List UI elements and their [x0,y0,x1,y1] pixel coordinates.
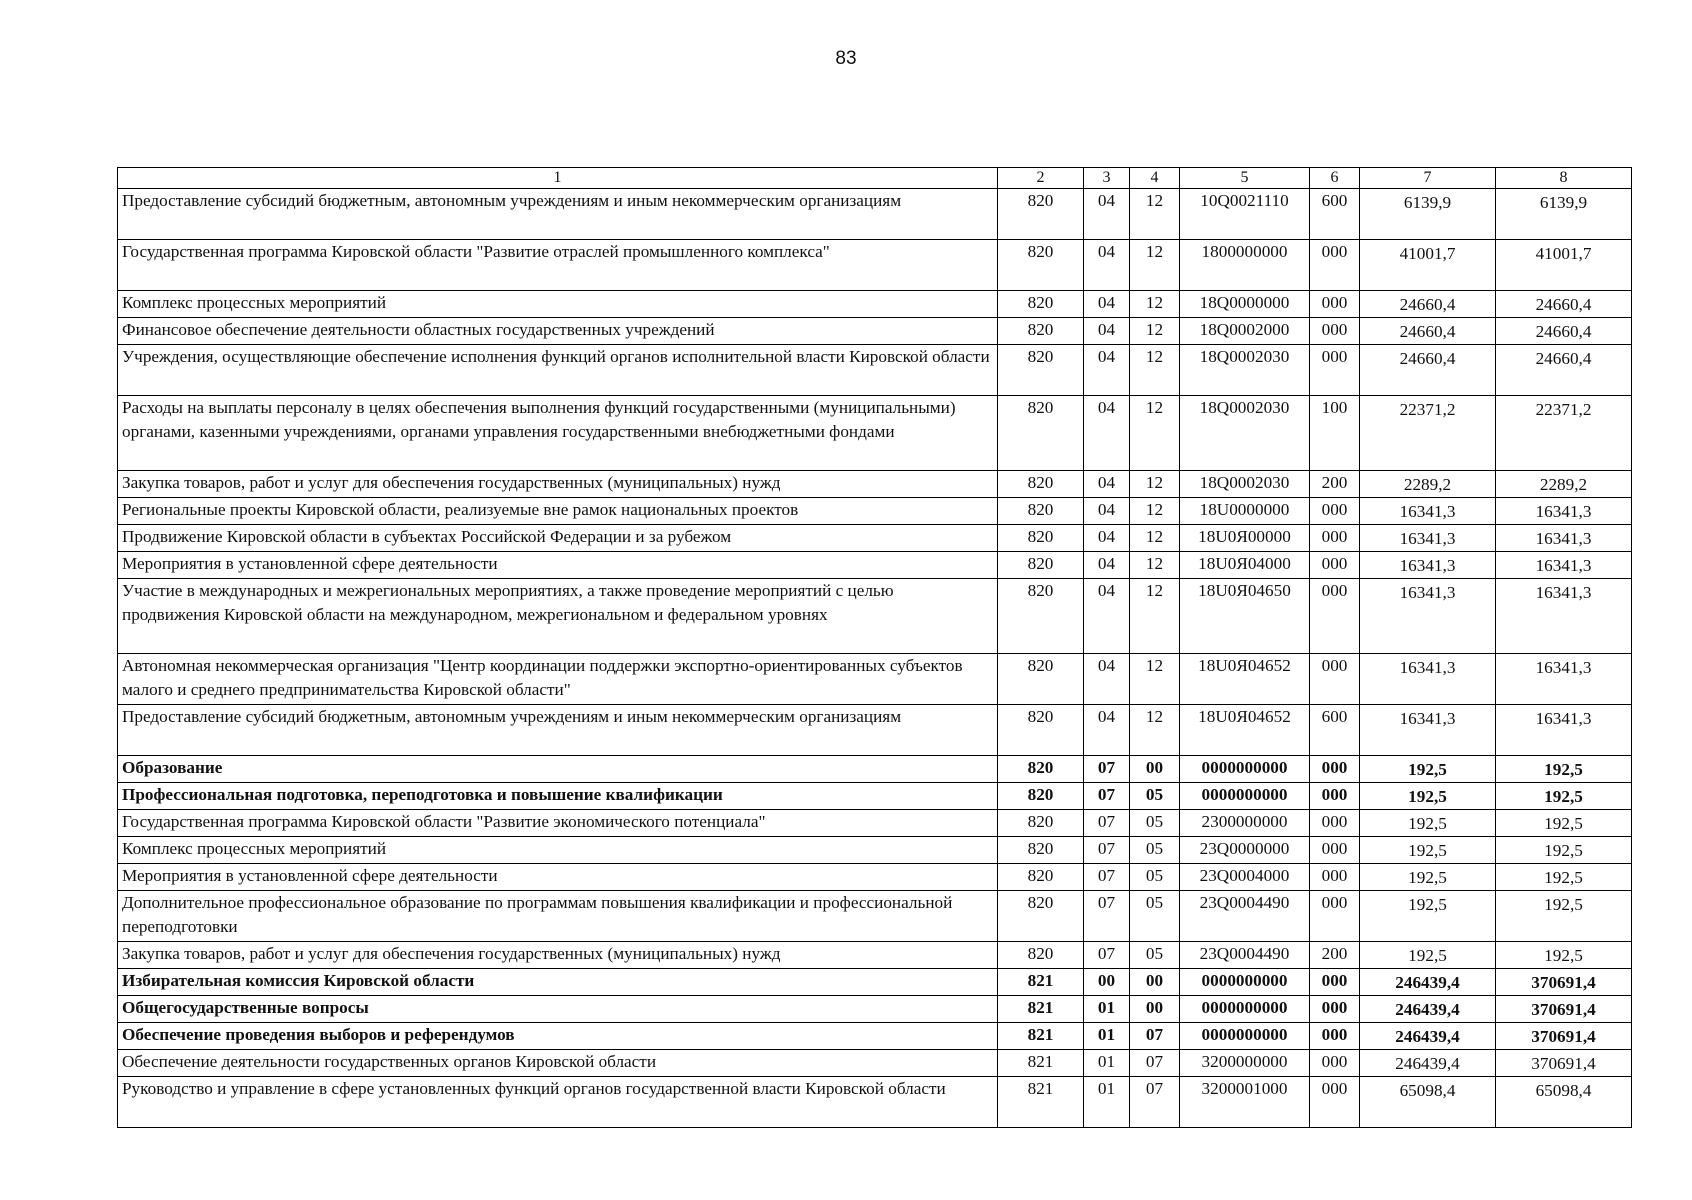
page-number: 83 [835,48,857,69]
value-cell-6: 000 [1310,783,1360,810]
value-cell-8: 192,5 [1496,891,1632,942]
value-cell-4: 12 [1130,396,1180,471]
value-cell-3: 04 [1084,345,1130,396]
value-cell-8: 16341,3 [1496,552,1632,579]
value-cell-2: 820 [998,291,1084,318]
value-cell-5: 0000000000 [1180,969,1310,996]
value-cell-4: 05 [1130,810,1180,837]
table-row [118,783,1632,810]
value-cell-6: 000 [1310,498,1360,525]
value-cell-6: 000 [1310,1050,1360,1077]
value-cell-7: 192,5 [1360,837,1496,864]
value-cell-3: 07 [1084,810,1130,837]
row-name-cell: Дополнительное профессиональное образование по программам повышения квалификации и профессиональной переподготовки [118,891,998,942]
header-cell: 7 [1360,168,1496,189]
value-cell-6: 000 [1310,291,1360,318]
value-cell-5: 3200000000 [1180,1050,1310,1077]
value-cell-2: 820 [998,756,1084,783]
value-cell-5: 18U0Я04652 [1180,654,1310,705]
row-name-cell: Участие в международных и межрегиональных мероприятиях, а также проведение мероприятий с целью продвижения Кировской области на международном, межрегиональном и федеральном уровнях [118,579,998,654]
value-cell-8: 6139,9 [1496,189,1632,240]
row-name-cell: Государственная программа Кировской области "Развитие экономического потенциала" [118,810,998,837]
value-cell-6: 000 [1310,525,1360,552]
value-cell-3: 04 [1084,189,1130,240]
value-cell-6: 000 [1310,654,1360,705]
value-cell-4: 12 [1130,189,1180,240]
value-cell-3: 04 [1084,240,1130,291]
value-cell-5: 18Q0002030 [1180,396,1310,471]
value-cell-6: 000 [1310,756,1360,783]
value-cell-2: 821 [998,996,1084,1023]
table-row [118,996,1632,1023]
value-cell-6: 000 [1310,969,1360,996]
value-cell-5: 18Q0002030 [1180,345,1310,396]
value-cell-7: 16341,3 [1360,498,1496,525]
table-row [118,1077,1632,1128]
value-cell-7: 192,5 [1360,942,1496,969]
value-cell-4: 12 [1130,498,1180,525]
value-cell-6: 000 [1310,891,1360,942]
value-cell-4: 12 [1130,705,1180,756]
value-cell-5: 2300000000 [1180,810,1310,837]
value-cell-8: 2289,2 [1496,471,1632,498]
value-cell-4: 00 [1130,756,1180,783]
value-cell-8: 192,5 [1496,942,1632,969]
value-cell-2: 820 [998,396,1084,471]
value-cell-5: 18U0Я04000 [1180,552,1310,579]
value-cell-8: 370691,4 [1496,969,1632,996]
value-cell-8: 192,5 [1496,783,1632,810]
value-cell-7: 65098,4 [1360,1077,1496,1128]
value-cell-6: 000 [1310,810,1360,837]
value-cell-4: 00 [1130,969,1180,996]
table-row [118,864,1632,891]
value-cell-6: 100 [1310,396,1360,471]
value-cell-3: 04 [1084,318,1130,345]
value-cell-4: 05 [1130,864,1180,891]
value-cell-2: 820 [998,240,1084,291]
value-cell-7: 246439,4 [1360,996,1496,1023]
table-row [118,471,1632,498]
value-cell-4: 12 [1130,552,1180,579]
header-cell: 1 [118,168,998,189]
value-cell-3: 04 [1084,705,1130,756]
table-row [118,705,1632,756]
row-name-cell: Автономная некоммерческая организация "Центр координации поддержки экспортно-ориентированных субъектов малого и среднего предпринимательства Кировской области" [118,654,998,705]
value-cell-2: 820 [998,189,1084,240]
header-cell: 4 [1130,168,1180,189]
value-cell-2: 820 [998,837,1084,864]
value-cell-3: 04 [1084,396,1130,471]
value-cell-8: 16341,3 [1496,525,1632,552]
value-cell-4: 12 [1130,525,1180,552]
row-name-cell: Общегосударственные вопросы [118,996,998,1023]
header-cell: 5 [1180,168,1310,189]
value-cell-2: 821 [998,969,1084,996]
row-name-cell: Финансовое обеспечение деятельности областных государственных учреждений [118,318,998,345]
value-cell-6: 000 [1310,579,1360,654]
value-cell-2: 821 [998,1077,1084,1128]
value-cell-5: 0000000000 [1180,996,1310,1023]
value-cell-4: 07 [1130,1077,1180,1128]
table-row [118,891,1632,942]
value-cell-3: 00 [1084,969,1130,996]
value-cell-4: 12 [1130,318,1180,345]
value-cell-8: 370691,4 [1496,1023,1632,1050]
row-name-cell: Обеспечение деятельности государственных органов Кировской области [118,1050,998,1077]
value-cell-2: 820 [998,942,1084,969]
table-row [118,498,1632,525]
value-cell-8: 24660,4 [1496,345,1632,396]
row-name-cell: Региональные проекты Кировской области, реализуемые вне рамок национальных проектов [118,498,998,525]
header-cell: 2 [998,168,1084,189]
header-row [118,168,1632,189]
table-row [118,525,1632,552]
value-cell-5: 1800000000 [1180,240,1310,291]
table-row [118,579,1632,654]
value-cell-3: 04 [1084,498,1130,525]
table-row [118,396,1632,471]
value-cell-6: 200 [1310,471,1360,498]
value-cell-6: 000 [1310,1023,1360,1050]
table-row [118,345,1632,396]
value-cell-7: 16341,3 [1360,579,1496,654]
value-cell-6: 200 [1310,942,1360,969]
table-row [118,240,1632,291]
value-cell-2: 820 [998,498,1084,525]
value-cell-8: 24660,4 [1496,318,1632,345]
value-cell-2: 820 [998,864,1084,891]
value-cell-4: 05 [1130,783,1180,810]
table-row [118,969,1632,996]
value-cell-7: 16341,3 [1360,705,1496,756]
value-cell-6: 000 [1310,318,1360,345]
value-cell-6: 000 [1310,996,1360,1023]
table-row [118,756,1632,783]
table-row [118,942,1632,969]
row-name-cell: Предоставление субсидий бюджетным, автономным учреждениям и иным некоммерческим организациям [118,189,998,240]
row-name-cell: Учреждения, осуществляющие обеспечение исполнения функций органов исполнительной власти Кировской области [118,345,998,396]
value-cell-5: 3200001000 [1180,1077,1310,1128]
value-cell-7: 22371,2 [1360,396,1496,471]
value-cell-3: 01 [1084,1050,1130,1077]
row-name-cell: Закупка товаров, работ и услуг для обеспечения государственных (муниципальных) нужд [118,942,998,969]
value-cell-4: 05 [1130,942,1180,969]
value-cell-5: 18U0Я00000 [1180,525,1310,552]
value-cell-5: 23Q0004490 [1180,942,1310,969]
row-name-cell: Комплекс процессных мероприятий [118,291,998,318]
value-cell-8: 41001,7 [1496,240,1632,291]
value-cell-4: 12 [1130,471,1180,498]
table-row [118,654,1632,705]
table-row [118,318,1632,345]
value-cell-7: 192,5 [1360,810,1496,837]
value-cell-5: 18U0Я04652 [1180,705,1310,756]
value-cell-5: 23Q0000000 [1180,837,1310,864]
value-cell-7: 192,5 [1360,891,1496,942]
value-cell-6: 600 [1310,189,1360,240]
value-cell-7: 246439,4 [1360,969,1496,996]
value-cell-3: 04 [1084,579,1130,654]
row-name-cell: Образование [118,756,998,783]
value-cell-2: 820 [998,525,1084,552]
value-cell-3: 07 [1084,756,1130,783]
value-cell-7: 192,5 [1360,783,1496,810]
value-cell-8: 370691,4 [1496,996,1632,1023]
value-cell-8: 16341,3 [1496,705,1632,756]
header-cell: 6 [1310,168,1360,189]
value-cell-7: 6139,9 [1360,189,1496,240]
value-cell-4: 07 [1130,1023,1180,1050]
table-row [118,189,1632,240]
value-cell-3: 07 [1084,837,1130,864]
value-cell-4: 12 [1130,345,1180,396]
value-cell-3: 04 [1084,291,1130,318]
table-row [118,1023,1632,1050]
table-row [118,552,1632,579]
row-name-cell: Избирательная комиссия Кировской области [118,969,998,996]
value-cell-5: 10Q0021110 [1180,189,1310,240]
value-cell-2: 820 [998,318,1084,345]
value-cell-4: 05 [1130,891,1180,942]
value-cell-7: 2289,2 [1360,471,1496,498]
value-cell-2: 821 [998,1023,1084,1050]
row-name-cell: Комплекс процессных мероприятий [118,837,998,864]
value-cell-2: 820 [998,654,1084,705]
value-cell-5: 23Q0004000 [1180,864,1310,891]
row-name-cell: Мероприятия в установленной сфере деятельности [118,552,998,579]
value-cell-6: 000 [1310,837,1360,864]
value-cell-4: 12 [1130,240,1180,291]
value-cell-8: 16341,3 [1496,579,1632,654]
header-cell: 3 [1084,168,1130,189]
value-cell-3: 04 [1084,525,1130,552]
value-cell-7: 246439,4 [1360,1050,1496,1077]
value-cell-8: 16341,3 [1496,654,1632,705]
value-cell-2: 820 [998,471,1084,498]
value-cell-4: 05 [1130,837,1180,864]
value-cell-8: 192,5 [1496,864,1632,891]
table-row [118,837,1632,864]
value-cell-2: 820 [998,552,1084,579]
value-cell-2: 820 [998,891,1084,942]
value-cell-7: 24660,4 [1360,291,1496,318]
row-name-cell: Руководство и управление в сфере установленных функций органов государственной власти Кировской области [118,1077,998,1128]
value-cell-3: 04 [1084,471,1130,498]
value-cell-6: 000 [1310,240,1360,291]
table-row [118,291,1632,318]
value-cell-5: 0000000000 [1180,1023,1310,1050]
value-cell-7: 41001,7 [1360,240,1496,291]
row-name-cell: Обеспечение проведения выборов и референдумов [118,1023,998,1050]
value-cell-6: 600 [1310,705,1360,756]
value-cell-5: 0000000000 [1180,756,1310,783]
value-cell-7: 192,5 [1360,864,1496,891]
value-cell-5: 0000000000 [1180,783,1310,810]
value-cell-2: 820 [998,579,1084,654]
value-cell-3: 04 [1084,654,1130,705]
value-cell-3: 07 [1084,864,1130,891]
value-cell-8: 22371,2 [1496,396,1632,471]
value-cell-3: 01 [1084,1077,1130,1128]
table-row [118,1050,1632,1077]
value-cell-3: 07 [1084,942,1130,969]
value-cell-3: 01 [1084,1023,1130,1050]
value-cell-7: 192,5 [1360,756,1496,783]
value-cell-8: 65098,4 [1496,1077,1632,1128]
value-cell-8: 370691,4 [1496,1050,1632,1077]
row-name-cell: Государственная программа Кировской области "Развитие отраслей промышленного комплекса" [118,240,998,291]
value-cell-3: 04 [1084,552,1130,579]
value-cell-5: 18Q0000000 [1180,291,1310,318]
value-cell-8: 192,5 [1496,810,1632,837]
value-cell-6: 000 [1310,552,1360,579]
value-cell-3: 07 [1084,783,1130,810]
value-cell-2: 820 [998,345,1084,396]
value-cell-6: 000 [1310,345,1360,396]
value-cell-5: 18U0000000 [1180,498,1310,525]
value-cell-4: 00 [1130,996,1180,1023]
table-body [118,168,1632,1128]
value-cell-5: 18U0Я04650 [1180,579,1310,654]
value-cell-4: 12 [1130,579,1180,654]
value-cell-4: 12 [1130,291,1180,318]
row-name-cell: Профессиональная подготовка, переподготовка и повышение квалификации [118,783,998,810]
value-cell-8: 192,5 [1496,756,1632,783]
value-cell-6: 000 [1310,1077,1360,1128]
value-cell-5: 18Q0002000 [1180,318,1310,345]
value-cell-8: 16341,3 [1496,498,1632,525]
value-cell-2: 820 [998,810,1084,837]
table-row [118,810,1632,837]
value-cell-3: 07 [1084,891,1130,942]
value-cell-3: 01 [1084,996,1130,1023]
value-cell-8: 24660,4 [1496,291,1632,318]
value-cell-7: 16341,3 [1360,552,1496,579]
value-cell-7: 16341,3 [1360,654,1496,705]
value-cell-4: 12 [1130,654,1180,705]
row-name-cell: Закупка товаров, работ и услуг для обеспечения государственных (муниципальных) нужд [118,471,998,498]
value-cell-2: 820 [998,783,1084,810]
value-cell-5: 23Q0004490 [1180,891,1310,942]
row-name-cell: Предоставление субсидий бюджетным, автономным учреждениям и иным некоммерческим организациям [118,705,998,756]
value-cell-7: 16341,3 [1360,525,1496,552]
value-cell-2: 821 [998,1050,1084,1077]
value-cell-7: 246439,4 [1360,1023,1496,1050]
value-cell-2: 820 [998,705,1084,756]
row-name-cell: Расходы на выплаты персоналу в целях обеспечения выполнения функций государственными (муниципальными) органами, казенными учреждениями, органами управления государственными внебюджетными фондами [118,396,998,471]
value-cell-4: 07 [1130,1050,1180,1077]
value-cell-7: 24660,4 [1360,318,1496,345]
value-cell-8: 192,5 [1496,837,1632,864]
value-cell-6: 000 [1310,864,1360,891]
header-cell: 8 [1496,168,1632,189]
budget-table [117,167,1632,1128]
value-cell-7: 24660,4 [1360,345,1496,396]
value-cell-5: 18Q0002030 [1180,471,1310,498]
row-name-cell: Продвижение Кировской области в субъектах Российской Федерации и за рубежом [118,525,998,552]
row-name-cell: Мероприятия в установленной сфере деятельности [118,864,998,891]
